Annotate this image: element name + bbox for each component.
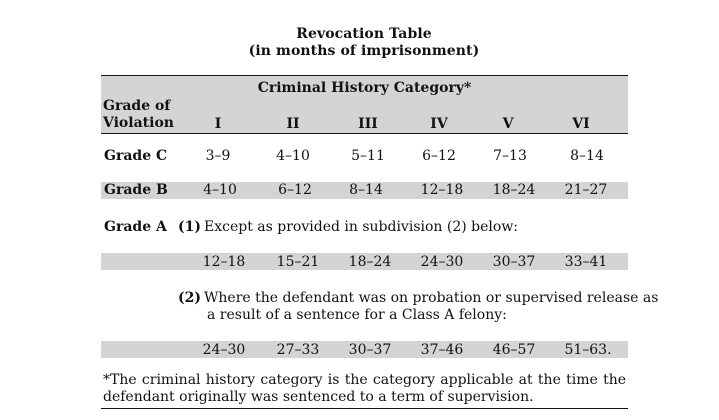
table-cell: 18–24 xyxy=(348,254,392,270)
table-cell: 4–10 xyxy=(276,148,310,164)
grade-header-line1: Grade of xyxy=(103,98,171,114)
grade-a-sub1-text: Except as provided in subdivision (2) below: xyxy=(204,219,519,235)
table-cell: 51–63. xyxy=(564,342,612,358)
table-cell: 18–24 xyxy=(492,182,536,198)
grade-a-label: Grade A xyxy=(104,219,167,235)
table-cell: 8–14 xyxy=(349,182,383,198)
grade-of-violation-header xyxy=(103,98,174,132)
bottom-rule xyxy=(101,408,628,409)
table-title: Revocation Table xyxy=(296,26,432,42)
column-header-VI: VI xyxy=(572,116,590,132)
table-cell: 15–21 xyxy=(276,254,320,270)
table-cell: 46–57 xyxy=(492,342,536,358)
table-cell: 12–18 xyxy=(420,182,464,198)
column-header-II: II xyxy=(286,116,300,132)
grade-a-sub2-text-line1: Where the defendant was on probation or supervised release as xyxy=(204,290,659,306)
grade-b-label: Grade B xyxy=(104,182,168,198)
table-subtitle: (in months of imprisonment) xyxy=(248,43,480,59)
column-header-IV: IV xyxy=(430,116,448,132)
table-cell: 37–46 xyxy=(420,342,464,358)
grade-header-line2: Violation xyxy=(103,115,174,131)
table-cell: 24–30 xyxy=(202,342,246,358)
table-cell: 30–37 xyxy=(492,254,536,270)
grade-a-sub2-marker: (2) xyxy=(178,290,201,306)
table-cell: 21–27 xyxy=(564,182,608,198)
table-cell: 5–11 xyxy=(351,148,385,164)
column-header-I: I xyxy=(214,116,222,132)
table-cell: 3–9 xyxy=(205,148,231,164)
column-header-III: III xyxy=(358,116,378,132)
header-bottom-rule xyxy=(101,133,628,134)
table-cell: 8–14 xyxy=(570,148,604,164)
column-header-V: V xyxy=(502,116,514,132)
table-cell: 6–12 xyxy=(422,148,456,164)
table-cell: 30–37 xyxy=(348,342,392,358)
table-cell: 24–30 xyxy=(420,254,464,270)
table-cell: 7–13 xyxy=(493,148,527,164)
table-cell: 27–33 xyxy=(276,342,320,358)
table-cell: 12–18 xyxy=(202,254,246,270)
table-cell: 33–41 xyxy=(564,254,608,270)
table-cell: 4–10 xyxy=(203,182,237,198)
footnote: *The criminal history category is the category applicable at the time the defendant originally was sentenced to a term of supervision. xyxy=(103,372,626,405)
grade-c-label: Grade C xyxy=(104,148,168,164)
table-cell: 6–12 xyxy=(278,182,312,198)
criminal-history-header: Criminal History Category* xyxy=(257,80,472,96)
grade-a-sub2-text-line2: a result of a sentence for a Class A felony: xyxy=(207,307,507,323)
grade-a-sub1-marker: (1) xyxy=(178,219,201,235)
